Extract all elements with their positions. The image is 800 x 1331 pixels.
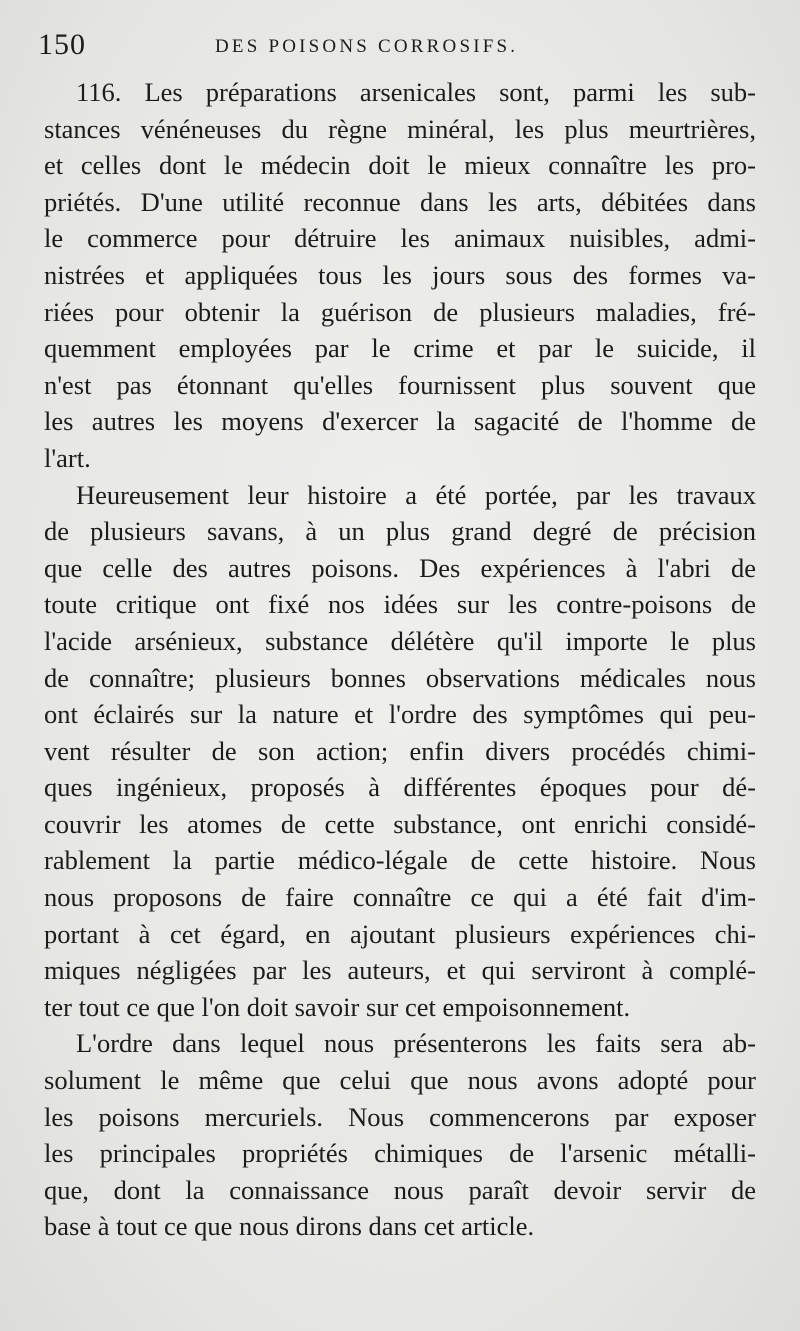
paragraph-116 (44, 74, 756, 477)
text-line: vent résulter de son action; enfin divers procédés chimi- (44, 735, 756, 766)
paragraph-ordre (44, 1025, 756, 1245)
text-line: de connaître; plusieurs bonnes observations médicales nous (44, 662, 756, 693)
text-line: n'est pas étonnant qu'elles fournissent plus souvent que (44, 369, 756, 400)
page-header (38, 28, 768, 64)
text-line: nous proposons de faire connaître ce qui a été fait d'im- (44, 882, 756, 913)
text-line: quemment employées par le crime et par le suicide, il (44, 333, 756, 364)
text-line: toute critique ont fixé nos idées sur les contre-poisons de (44, 589, 756, 620)
text-line: les autres les moyens d'exercer la sagacité de l'homme de (44, 406, 756, 437)
text-line: priétés. D'une utilité reconnue dans les arts, débitées dans (44, 186, 756, 217)
text-line: et celles dont le médecin doit le mieux connaître les pro- (44, 150, 756, 181)
text-line: ter tout ce que l'on doit savoir sur cet empoisonnement. (44, 991, 631, 1022)
text-line: que, dont la connaissance nous paraît devoir servir de (44, 1174, 756, 1205)
text-line: ques ingénieux, proposés à différentes époques pour dé- (44, 772, 756, 803)
text-line: de plusieurs savans, à un plus grand degré de précision (44, 516, 756, 547)
text-line: que celle des autres poisons. Des expériences à l'abri de (44, 552, 756, 583)
body-text (44, 74, 756, 1245)
text-line: rablement la partie médico-légale de cette histoire. Nous (44, 845, 756, 876)
text-line: portant à cet égard, en ajoutant plusieurs expériences chi- (44, 918, 756, 949)
text-line: miques négligées par les auteurs, et qui serviront à complé- (44, 955, 756, 986)
running-head: DES POISONS CORROSIFS. (215, 36, 519, 57)
text-line: le commerce pour détruire les animaux nuisibles, admi- (44, 223, 756, 254)
text-line: l'art. (44, 442, 91, 473)
text-line: L'ordre dans lequel nous présenterons les faits sera ab- (76, 1028, 756, 1059)
text-line: ont éclairés sur la nature et l'ordre des symptômes qui peu- (44, 699, 756, 730)
text-line: riées pour obtenir la guérison de plusieurs maladies, fré- (44, 296, 756, 327)
text-line: Heureusement leur histoire a été portée, par les travaux (76, 479, 756, 510)
text-line: solument le même que celui que nous avons adopté pour (44, 1065, 756, 1096)
text-line: nistrées et appliquées tous les jours sous des formes va- (44, 259, 756, 290)
text-line: les principales propriétés chimiques de l'arsenic métalli- (44, 1138, 756, 1169)
text-line: l'acide arsénieux, substance délétère qu'il importe le plus (44, 625, 756, 656)
text-line: couvrir les atomes de cette substance, ont enrichi considé- (44, 808, 756, 839)
text-line: base à tout ce que nous dirons dans cet article. (44, 1211, 535, 1242)
text-line: 116. Les préparations arsenicales sont, parmi les sub- (76, 77, 756, 107)
page-number: 150 (38, 28, 86, 61)
paragraph-heureusement (44, 477, 756, 1026)
text-line: les poisons mercuriels. Nous commencerons par exposer (44, 1101, 756, 1132)
text-line: stances vénéneuses du règne minéral, les plus meurtrières, (44, 113, 756, 144)
